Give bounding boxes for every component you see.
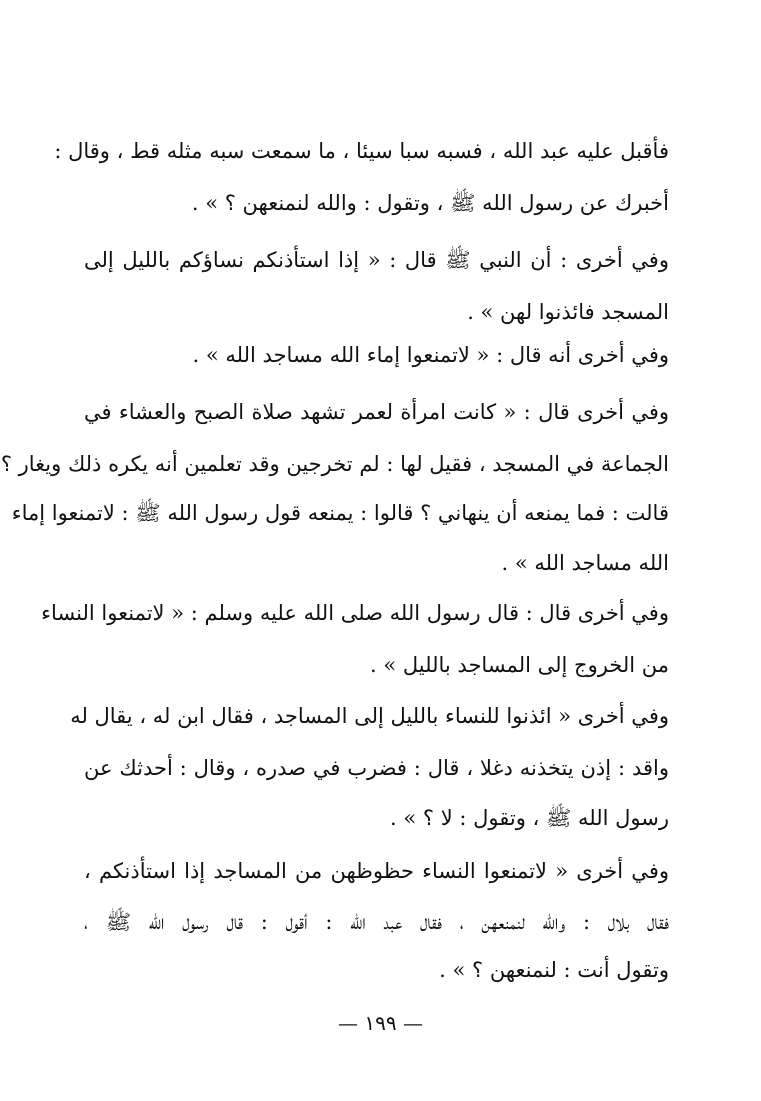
text-line-13: واقد : إذن يتخذنه دغلا ، قال : فضرب في صدره ، وقال : أحدثك عن	[84, 756, 669, 780]
text-line-10: وفي أخرى قال : قال رسول الله صلى الله عليه وسلم : « لاتمنعوا النساء	[41, 601, 669, 625]
text-line-17: وتقول أنت : لنمنعهن ؟ » .	[439, 958, 669, 982]
text-line-5: وفي أخرى أنه قال : « لاتمنعوا إماء الله مساجد الله » .	[192, 343, 669, 367]
text-line-2: أخبرك عن رسول الله ﷺ ، وتقول : والله لنمنعهن ؟ » .	[191, 191, 669, 215]
text-line-7: الجماعة في المسجد ، فقيل لها : لم تخرجين وقد تعلمين أنه يكره ذلك ويغار ؟	[0, 452, 669, 476]
text-line-6: وفي أخرى قال : « كانت امرأة لعمر تشهد صلاة الصبح والعشاء في	[84, 400, 669, 424]
text-line-11: من الخروج إلى المساجد بالليل » .	[370, 653, 669, 677]
page-number: — ١٩٩ —	[338, 1011, 423, 1035]
text-line-15: وفي أخرى « لاتمنعوا النساء حظوظهن من المساجد إذا استأذنكم ،	[84, 859, 669, 883]
text-line-4: المسجد فائذنوا لهن » .	[467, 300, 669, 324]
text-line-14: رسول الله ﷺ ، وتقول : لا ؟ » .	[390, 806, 669, 830]
text-line-1: فأقبل عليه عبد الله ، فسبه سبا سيئا ، ما سمعت سبه مثله قط ، وقال :	[54, 139, 669, 163]
text-line-16: فقال بلال : والله لنمنعهن ، فقال عبد الله : أقول : قال رسول الله ﷺ ،	[84, 910, 669, 934]
text-line-12: وفي أخرى « ائذنوا للنساء بالليل إلى المساجد ، فقال ابن له ، يقال له	[70, 704, 669, 728]
text-line-9: الله مساجد الله » .	[501, 551, 669, 575]
text-line-3: وفي أخرى : أن النبي ﷺ قال : « إذا استأذنكم نساؤكم بالليل إلى	[84, 248, 669, 272]
text-line-8: قالت : فما يمنعه أن ينهاني ؟ قالوا : يمنعه قول رسول الله ﷺ : لاتمنعوا إماء	[11, 501, 669, 525]
